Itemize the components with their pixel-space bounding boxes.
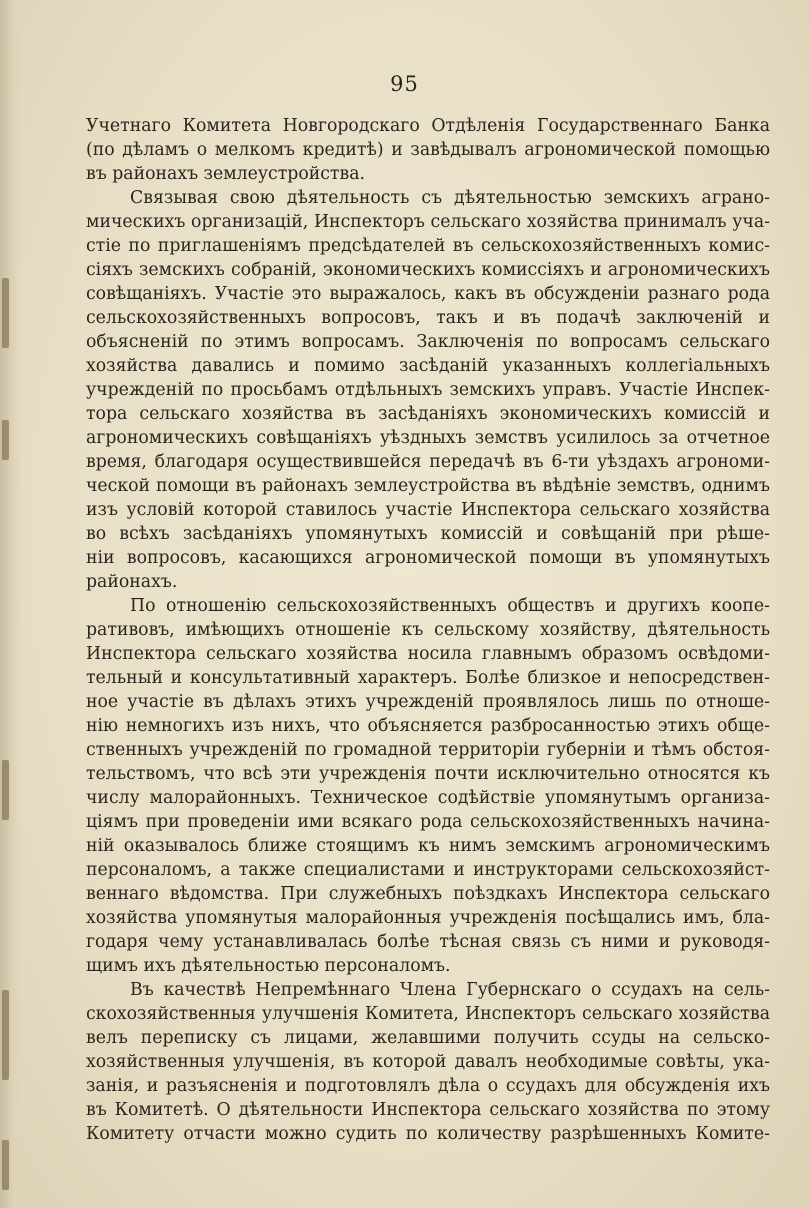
text-line: занія, и разъясненія и подготовлялъ дѣла о ссудахъ для обсужденія ихъ (86, 1076, 770, 1096)
page-number: 95 (390, 72, 419, 96)
text-line: скохозяйственныя улучшенія Комитета, Инспекторъ сельскаго хозяйства (86, 1004, 770, 1024)
text-line: ціямъ при проведеніи ими всякаго рода сельскохозяйственныхъ начина- (86, 812, 770, 832)
text-line: тельный и консультативный характеръ. Болѣе близкое и непосредствен- (86, 668, 770, 688)
text-line: ческой помощи въ районахъ землеустройства въ вѣдѣніе земствъ, однимъ (86, 476, 770, 496)
text-line: хозяйственныя улучшенія, въ которой давалъ необходимые совѣты, ука- (86, 1052, 770, 1072)
text-line: хозяйства давались и помимо засѣданій указанныхъ коллегіальныхъ (86, 356, 770, 376)
text-line: сіяхъ земскихъ собраній, экономическихъ комиссіяхъ и агрономическихъ (86, 260, 770, 280)
binding-mark (2, 420, 9, 460)
text-line: Учетнаго Комитета Новгородскаго Отдѣленія Государственнаго Банка (86, 116, 770, 136)
text-line: во всѣхъ засѣданіяхъ упомянутыхъ комиссій и совѣщаній при рѣше- (86, 524, 770, 544)
binding-mark (2, 1140, 9, 1190)
text-line: сельскохозяйственныхъ вопросовъ, такъ и въ подачѣ заключеній и (86, 308, 770, 328)
text-line: районахъ. (86, 572, 178, 592)
text-line: Комитету отчасти можно судить по количеству разрѣшенныхъ Комите- (86, 1124, 770, 1144)
text-line: учрежденій по просьбамъ отдѣльныхъ земскихъ управъ. Участіе Инспек- (86, 380, 770, 400)
text-line: въ Комитетѣ. О дѣятельности Инспектора сельскаго хозяйства по этому (86, 1100, 770, 1120)
text-line: (по дѣламъ о мелкомъ кредитѣ) и завѣдывалъ агрономической помощью (86, 140, 770, 160)
text-line: По отношенію сельскохозяйственныхъ обществъ и другихъ коопе- (130, 596, 770, 616)
text-line: Инспектора сельскаго хозяйства носила главнымъ образомъ освѣдоми- (86, 644, 770, 664)
text-line: мическихъ организацій, Инспекторъ сельскаго хозяйства принималъ уча- (86, 212, 770, 232)
text-line: время, благодаря осуществившейся передачѣ въ 6-ти уѣздахъ агрономи- (86, 452, 770, 472)
text-line: агрономическихъ совѣщаніяхъ уѣздныхъ земствъ усилилось за отчетное (86, 428, 770, 448)
text-line: тора сельскаго хозяйства въ засѣданіяхъ экономическихъ комиссій и (86, 404, 770, 424)
text-line: объясненій по этимъ вопросамъ. Заключенія по вопросамъ сельскаго (86, 332, 770, 352)
text-line: ніи вопросовъ, касающихся агрономической помощи въ упомянутыхъ (86, 548, 770, 568)
text-line: нію немногихъ изъ нихъ, что объясняется разбросанностью этихъ обще- (86, 716, 770, 736)
text-line: изъ условій которой ставилось участіе Инспектора сельскаго хозяйства (86, 500, 770, 520)
text-line: совѣщаніяхъ. Участіе это выражалось, какъ въ обсужденіи разнаго рода (86, 284, 770, 304)
text-line: въ районахъ землеустройства. (86, 164, 366, 184)
text-line: годаря чему устанавливалась болѣе тѣсная связь съ ними и руководя- (86, 932, 770, 952)
text-line: ративовъ, имѣющихъ отношеніе къ сельскому хозяйству, дѣятельность (86, 620, 770, 640)
text-line: стіе по приглашеніямъ предсѣдателей въ сельскохозяйственныхъ комис- (86, 236, 770, 256)
text-line: числу малорайонныхъ. Техническое содѣйствіе упомянутымъ организа- (86, 788, 770, 808)
binding-mark (2, 990, 9, 1080)
binding-mark (2, 760, 9, 820)
text-line: ственныхъ учрежденій по громадной территоріи губерніи и тѣмъ обстоя- (86, 740, 770, 760)
text-line: ній оказывалось ближе стоящимъ къ нимъ земскимъ агрономическимъ (86, 836, 770, 856)
text-line: персоналомъ, а также специалистами и инструкторами сельскохозяйст- (86, 860, 770, 880)
text-line: тельствомъ, что всѣ эти учрежденія почти исключительно относятся къ (86, 764, 770, 784)
text-line: веннаго вѣдомства. При служебныхъ поѣздкахъ Инспектора сельскаго (86, 884, 770, 904)
text-line: щимъ ихъ дѣятельностью персоналомъ. (86, 956, 451, 976)
binding-mark (2, 278, 9, 348)
text-line: ное участіе въ дѣлахъ этихъ учрежденій проявлялось лишь по отноше- (86, 692, 770, 712)
body-text (86, 114, 770, 1146)
text-line: Въ качествѣ Непремѣннаго Члена Губернскаго о ссудахъ на сель- (130, 980, 770, 1000)
text-line: велъ переписку съ лицами, желавшими получить ссуды на сельско- (86, 1028, 770, 1048)
text-line: Связывая свою дѣятельность съ дѣятельностью земскихъ аграно- (130, 188, 770, 208)
text-line: хозяйства упомянутыя малорайонныя учрежденія посѣщались имъ, бла- (86, 908, 770, 928)
